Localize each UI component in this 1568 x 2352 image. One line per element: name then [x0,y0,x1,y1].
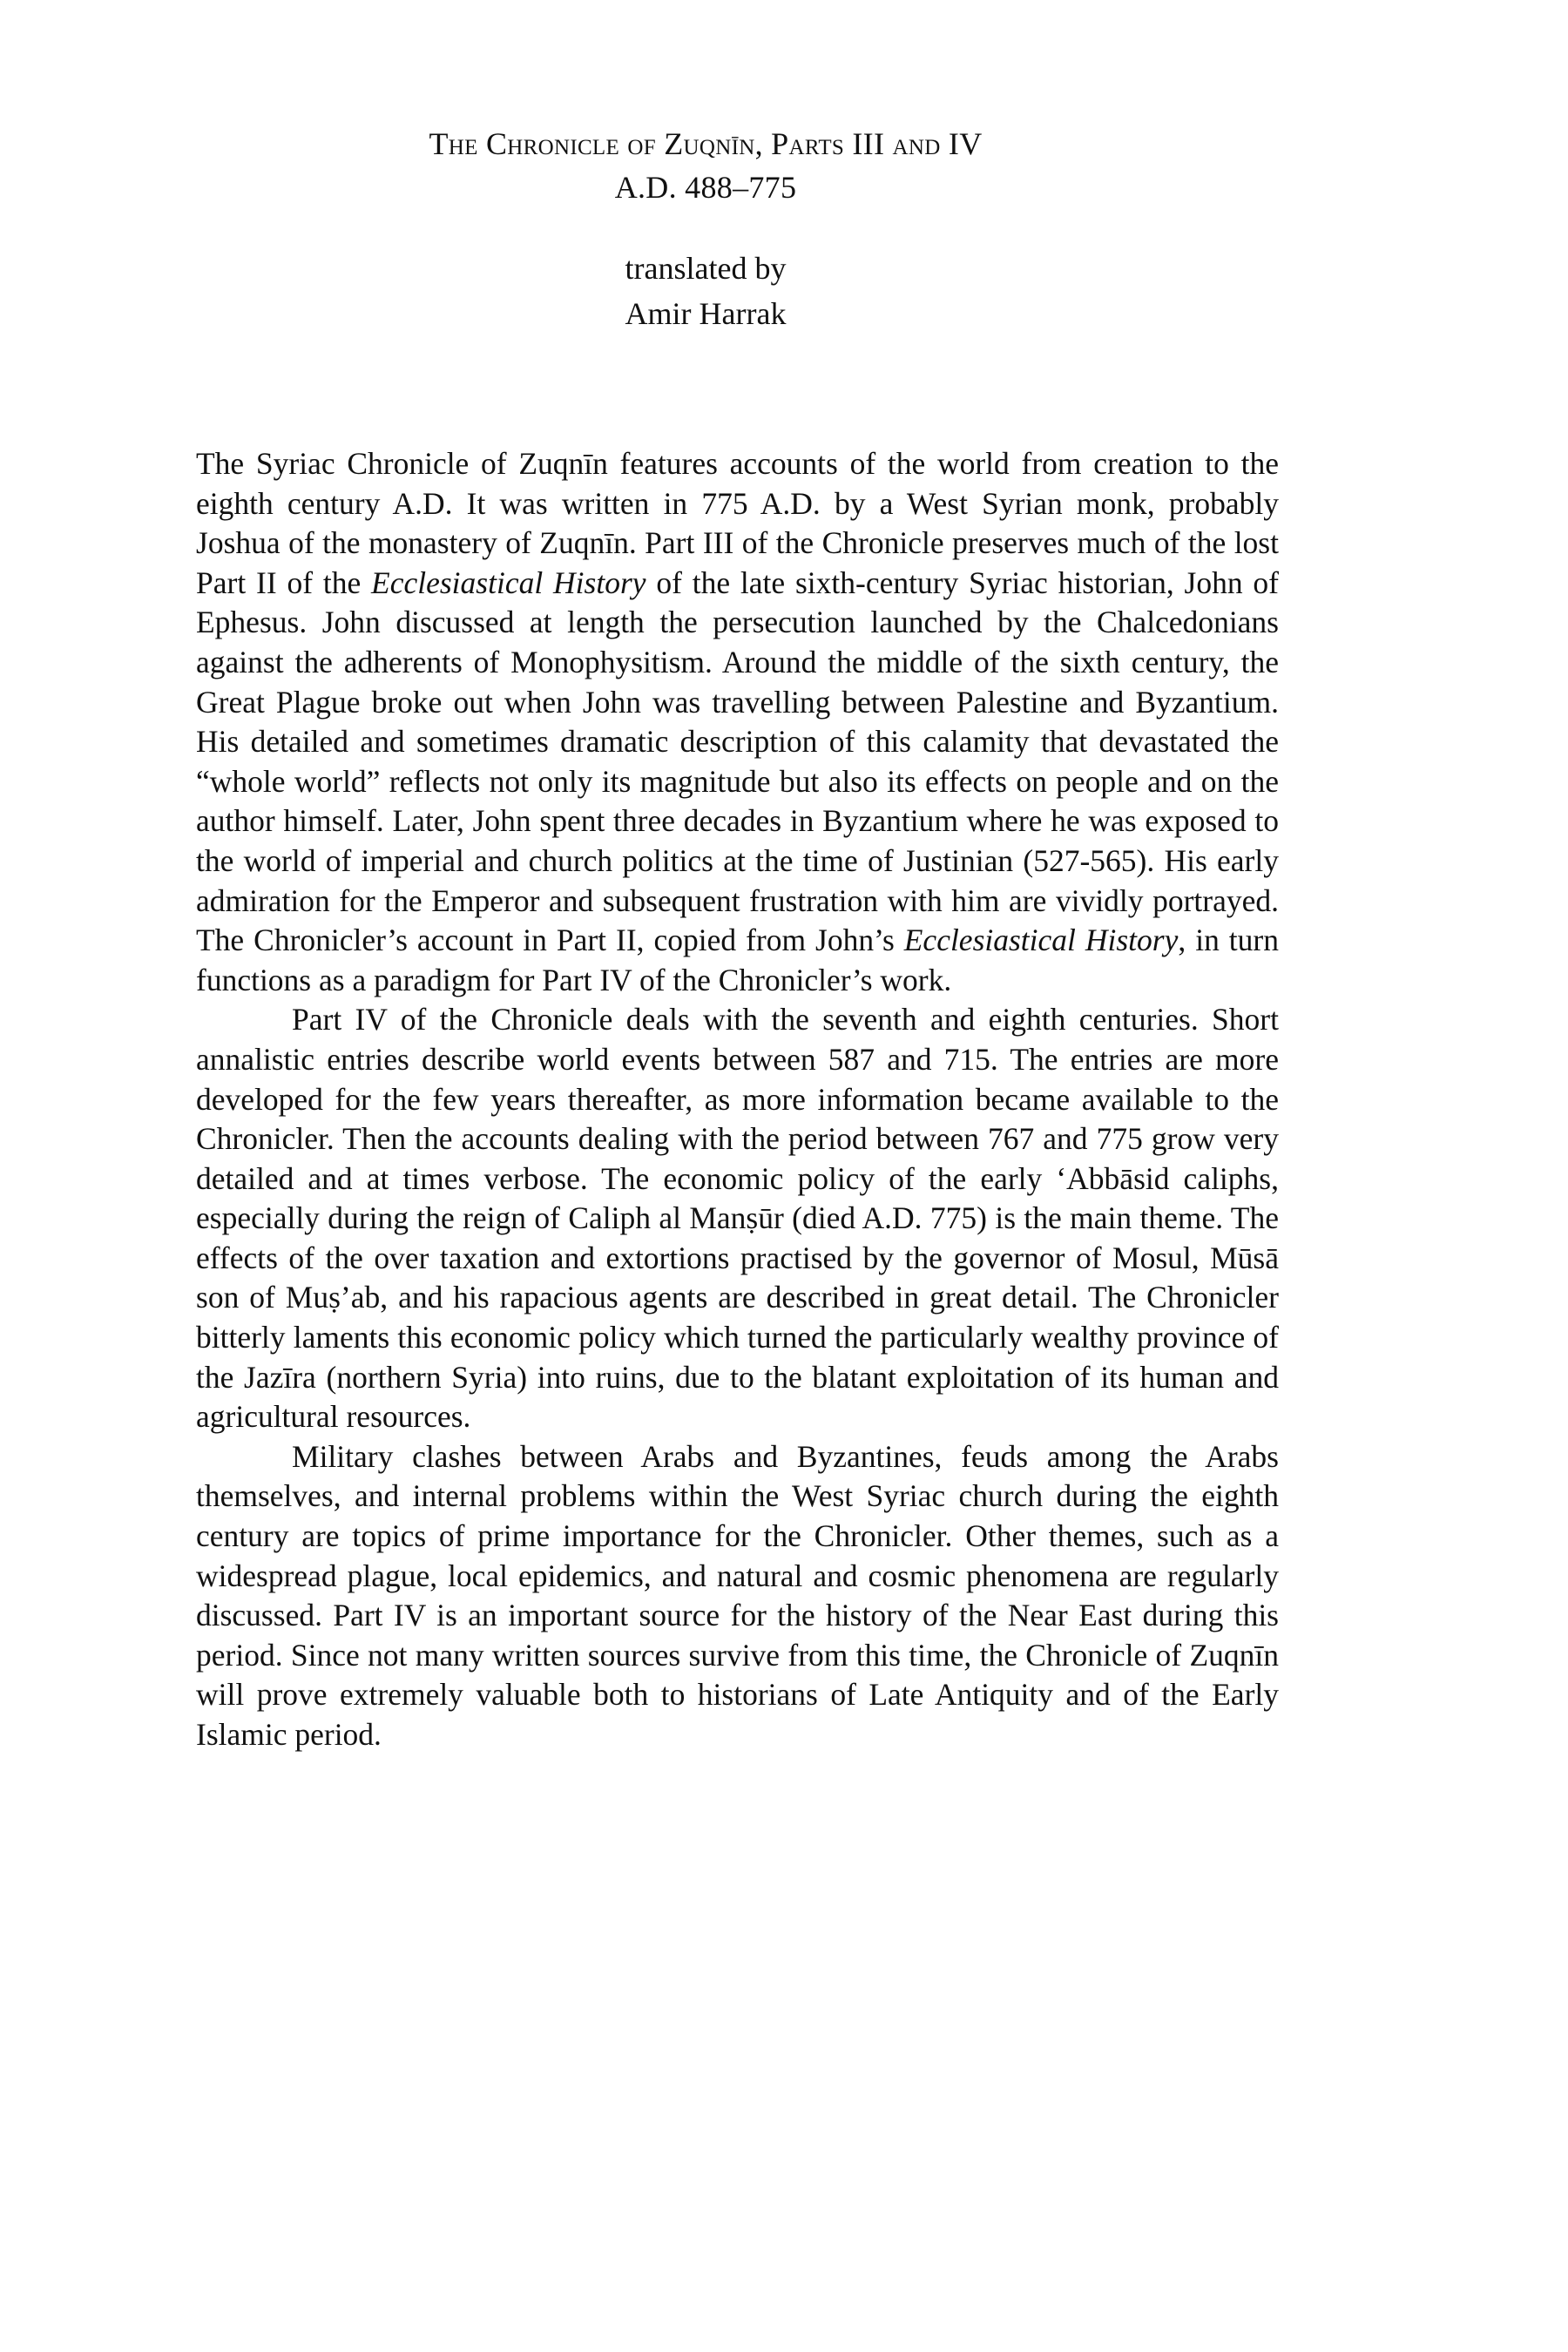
paragraph-1 [196,444,1279,1000]
body-text [196,444,1279,1755]
paragraph-1-text-b: of the late sixth-century Syriac historian, John of Ephesus. John discussed at length the persecution launched by the Chalcedonians against the adherents of Monophysitism. Around the middle of the sixth century, the Great Plague broke out when John was travelling between Palestine and Byzantium. His detailed and sometimes dramatic description of this calamity that devastated the “whole world” reflects not only its magnitude but also its effects on people and on the author himself. Later, John spent three decades in Byzantium where he was exposed to the world of imperial and church politics at the time of Justinian (527-565). His early admiration for the Emperor and subsequent frustration with him are vividly portrayed. The Chronicler’s account in Part II, copied from John’s [196,564,1279,958]
work-title-italic-1: Ecclesiastical History [371,564,646,600]
translated-by-label: translated by [625,251,787,286]
translator-name: Amir Harrak [625,296,787,331]
paragraph-1-text-a: The Syriac Chronicle of Zuqnīn features accounts of the world from creation to the eighth century A.D. It was written in 775 A.D. by a West Syrian monk, probably Joshua of the monastery of Zuqnīn. Part III of the Chronicle preserves much of the lost Part II of the [196,446,1279,600]
credit-block [0,246,1411,336]
title-block [0,122,1411,209]
book-title: The Chronicle of Zuqnīn, Parts III and IV [429,126,983,161]
paragraph-3: Military clashes between Arabs and Byzantines, feuds among the Arabs themselves, and internal problems within the West Syriac church during the eighth century are topics of prime importance for the Chronicler. Other themes, such as a widespread plague, local epidemics, and natural and cosmic phenomena are regularly discussed. Part IV is an important source for the history of the Near East during this period. Since not many written sources survive from this time, the Chronicle of Zuqnīn will prove extremely valuable both to historians of Late Antiquity and of the Early Islamic period. [196,1438,1279,1752]
paragraph-1-text-c: , in turn functions as a paradigm for Part IV of the Chronicler’s work. [196,923,1279,997]
paragraph-2: Part IV of the Chronicle deals with the seventh and eighth centuries. Short annalistic entries describe world events between 587 and 715. The entries are more developed for the few years thereafter, as more information became available to the Chronicler. Then the accounts dealing with the period between 767 and 775 grow very detailed and at times verbose. The economic policy of the early ‘Abbāsid caliphs, especially during the reign of Caliph al Manṣūr (died A.D. 775) is the main theme. The effects of the over taxation and extortions practised by the governor of Mosul, Mūsā son of Muṣ’ab, and his rapacious agents are described in great detail. The Chronicler bitterly laments this economic policy which turned the particularly wealthy province of the Jazīra (northern Syria) into ruins, due to the blatant exploitation of its human and agricultural resources. [196,1002,1279,1435]
work-title-italic-2: Ecclesiastical History [903,923,1179,958]
book-dates: A.D. 488–775 [614,170,797,205]
